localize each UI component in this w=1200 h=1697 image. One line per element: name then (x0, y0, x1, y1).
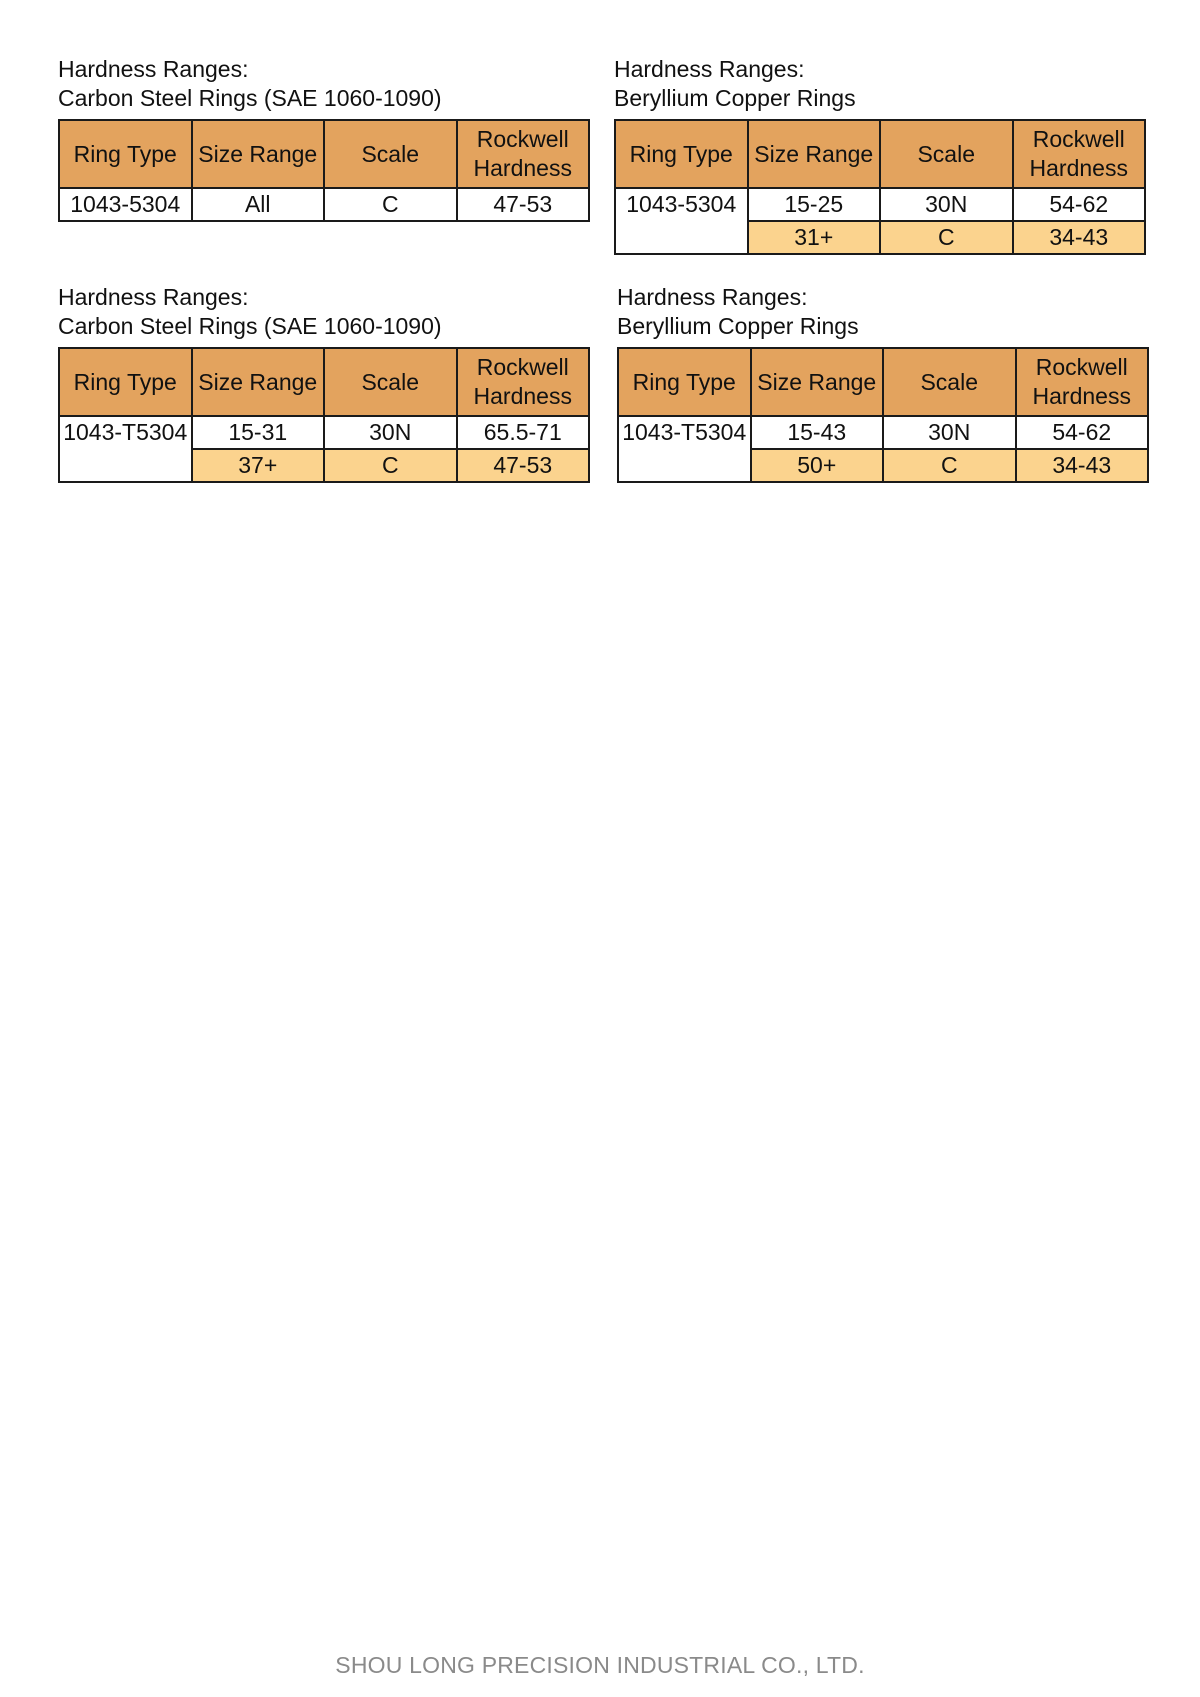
title-line-1: Hardness Ranges: (58, 284, 249, 310)
header-scale: Scale (883, 348, 1016, 416)
header-rockwell-hardness: Rockwell Hardness (457, 120, 590, 188)
hardness-cell: 54-62 (1013, 188, 1146, 221)
size-range-cell: 50+ (751, 449, 884, 482)
table-row (618, 416, 1148, 449)
ring-type-cell: 1043-5304 (59, 188, 192, 221)
header-rockwell-hardness: Rockwell Hardness (1016, 348, 1149, 416)
header-ring-type: Ring Type (59, 348, 192, 416)
hardness-block-carbon-steel-2 (58, 283, 590, 483)
hardness-table (58, 347, 590, 483)
scale-cell: C (880, 221, 1013, 254)
title-line-2: Beryllium Copper Rings (614, 85, 856, 111)
header-ring-type: Ring Type (618, 348, 751, 416)
title-line-2: Beryllium Copper Rings (617, 313, 859, 339)
size-range-cell: 15-25 (748, 188, 881, 221)
header-rockwell-hardness: Rockwell Hardness (1013, 120, 1146, 188)
header-scale: Scale (880, 120, 1013, 188)
header-scale: Scale (324, 120, 457, 188)
ring-type-cell: 1043-T5304 (618, 416, 751, 482)
header-size-range: Size Range (192, 120, 325, 188)
size-range-cell: All (192, 188, 325, 221)
header-rockwell-hardness: Rockwell Hardness (457, 348, 590, 416)
header-ring-type: Ring Type (59, 120, 192, 188)
header-row (59, 120, 589, 188)
hardness-table (58, 119, 590, 222)
scale-cell: 30N (324, 416, 457, 449)
scale-cell: C (324, 188, 457, 221)
title-line-2: Carbon Steel Rings (SAE 1060-1090) (58, 313, 442, 339)
hardness-block-carbon-steel-1 (58, 55, 590, 222)
header-row (615, 120, 1145, 188)
header-row (59, 348, 589, 416)
table-row (59, 416, 589, 449)
table-row (615, 188, 1145, 221)
hardness-cell: 54-62 (1016, 416, 1149, 449)
size-range-cell: 15-43 (751, 416, 884, 449)
table-row (59, 188, 589, 221)
hardness-cell: 65.5-71 (457, 416, 590, 449)
title-line-1: Hardness Ranges: (614, 56, 805, 82)
header-size-range: Size Range (748, 120, 881, 188)
block-title (58, 55, 590, 113)
header-ring-type: Ring Type (615, 120, 748, 188)
hardness-cell: 47-53 (457, 188, 590, 221)
block-title (58, 283, 590, 341)
hardness-block-beryllium-copper-1 (614, 55, 1146, 255)
hardness-cell: 34-43 (1016, 449, 1149, 482)
scale-cell: 30N (883, 416, 1016, 449)
title-line-1: Hardness Ranges: (617, 284, 808, 310)
scale-cell: 30N (880, 188, 1013, 221)
header-size-range: Size Range (751, 348, 884, 416)
size-range-cell: 37+ (192, 449, 325, 482)
ring-type-cell: 1043-T5304 (59, 416, 192, 482)
hardness-block-beryllium-copper-2 (617, 283, 1149, 483)
hardness-table (617, 347, 1149, 483)
title-line-1: Hardness Ranges: (58, 56, 249, 82)
size-range-cell: 15-31 (192, 416, 325, 449)
header-row (618, 348, 1148, 416)
ring-type-cell: 1043-5304 (615, 188, 748, 254)
hardness-cell: 47-53 (457, 449, 590, 482)
block-title (617, 283, 1149, 341)
header-scale: Scale (324, 348, 457, 416)
size-range-cell: 31+ (748, 221, 881, 254)
scale-cell: C (324, 449, 457, 482)
hardness-table (614, 119, 1146, 255)
hardness-cell: 34-43 (1013, 221, 1146, 254)
header-size-range: Size Range (192, 348, 325, 416)
scale-cell: C (883, 449, 1016, 482)
company-footer: SHOU LONG PRECISION INDUSTRIAL CO., LTD. (335, 1652, 865, 1678)
block-title (614, 55, 1146, 113)
title-line-2: Carbon Steel Rings (SAE 1060-1090) (58, 85, 442, 111)
